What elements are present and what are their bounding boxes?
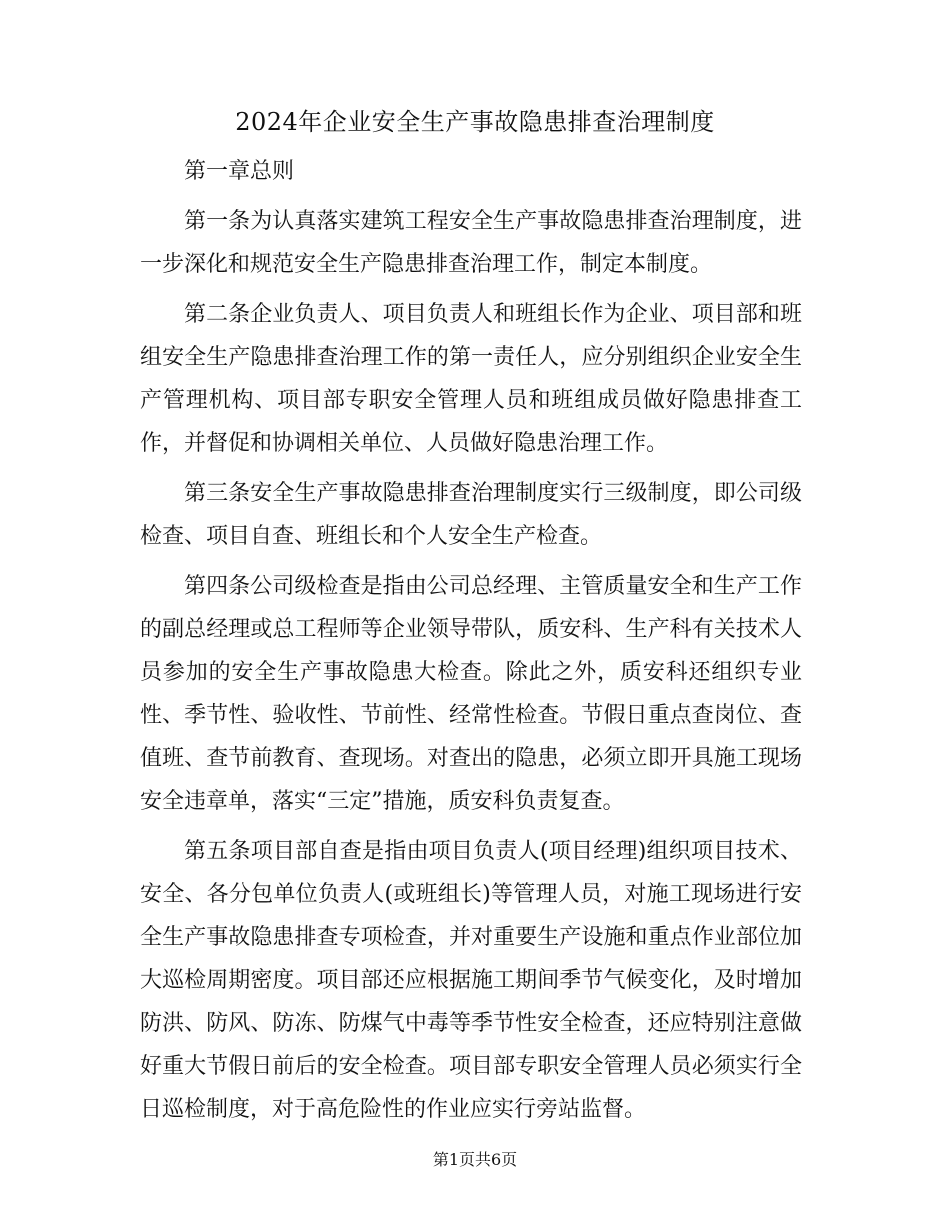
paragraph-article-5: 第五条项目部自查是指由项目负责人(项目经理)组织项目技术、安全、各分包单位负责人(或班组长)等管理人员，对施工现场进行安全生产事故隐患排查专项检查，并对重要生产设施和重点作业部位加大巡检周期密度。项目部还应根据施工期间季节气候变化，及时增加防洪、防风、防冻、防煤气中毒等季节性安全检查，还应特别注意做好重大节假日前后的安全检查。项目部专职安全管理人员必须实行全日巡检制度，对于高危险性的作业应实行旁站监督。 bbox=[140, 839, 802, 1122]
chapter-heading: 第一章总则 bbox=[184, 159, 295, 184]
page-number: 第1页共6页 bbox=[432, 1150, 518, 1169]
paragraph-article-2: 第二条企业负责人、项目负责人和班组长作为企业、项目部和班组安全生产隐患排查治理工作的第一责任人，应分别组织企业安全生产管理机构、项目部专职安全管理人员和班组成员做好隐患排查工作，并督促和协调相关单位、人员做好隐患治理工作。 bbox=[140, 302, 802, 456]
paragraph-article-1: 第一条为认真落实建筑工程安全生产事故隐患排查治理制度，进一步深化和规范安全生产隐患排查治理工作，制定本制度。 bbox=[140, 209, 802, 277]
document-title: 2024年企业安全生产事故隐患排查治理制度 bbox=[235, 108, 715, 136]
paragraph-article-3: 第三条安全生产事故隐患排查治理制度实行三级制度，即公司级检查、项目自查、班组长和个人安全生产检查。 bbox=[140, 481, 802, 549]
paragraph-article-4: 第四条公司级检查是指由公司总经理、主管质量安全和生产工作的副总经理或总工程师等企业领导带队，质安科、生产科有关技术人员参加的安全生产事故隐患大检查。除此之外，质安科还组织专业性、季节性、验收性、节前性、经常性检查。节假日重点查岗位、查值班、查节前教育、查现场。对查出的隐患，必须立即开具施工现场安全违章单，落实“三定”措施，质安科负责复查。 bbox=[140, 574, 802, 814]
document-body bbox=[140, 150, 802, 1138]
